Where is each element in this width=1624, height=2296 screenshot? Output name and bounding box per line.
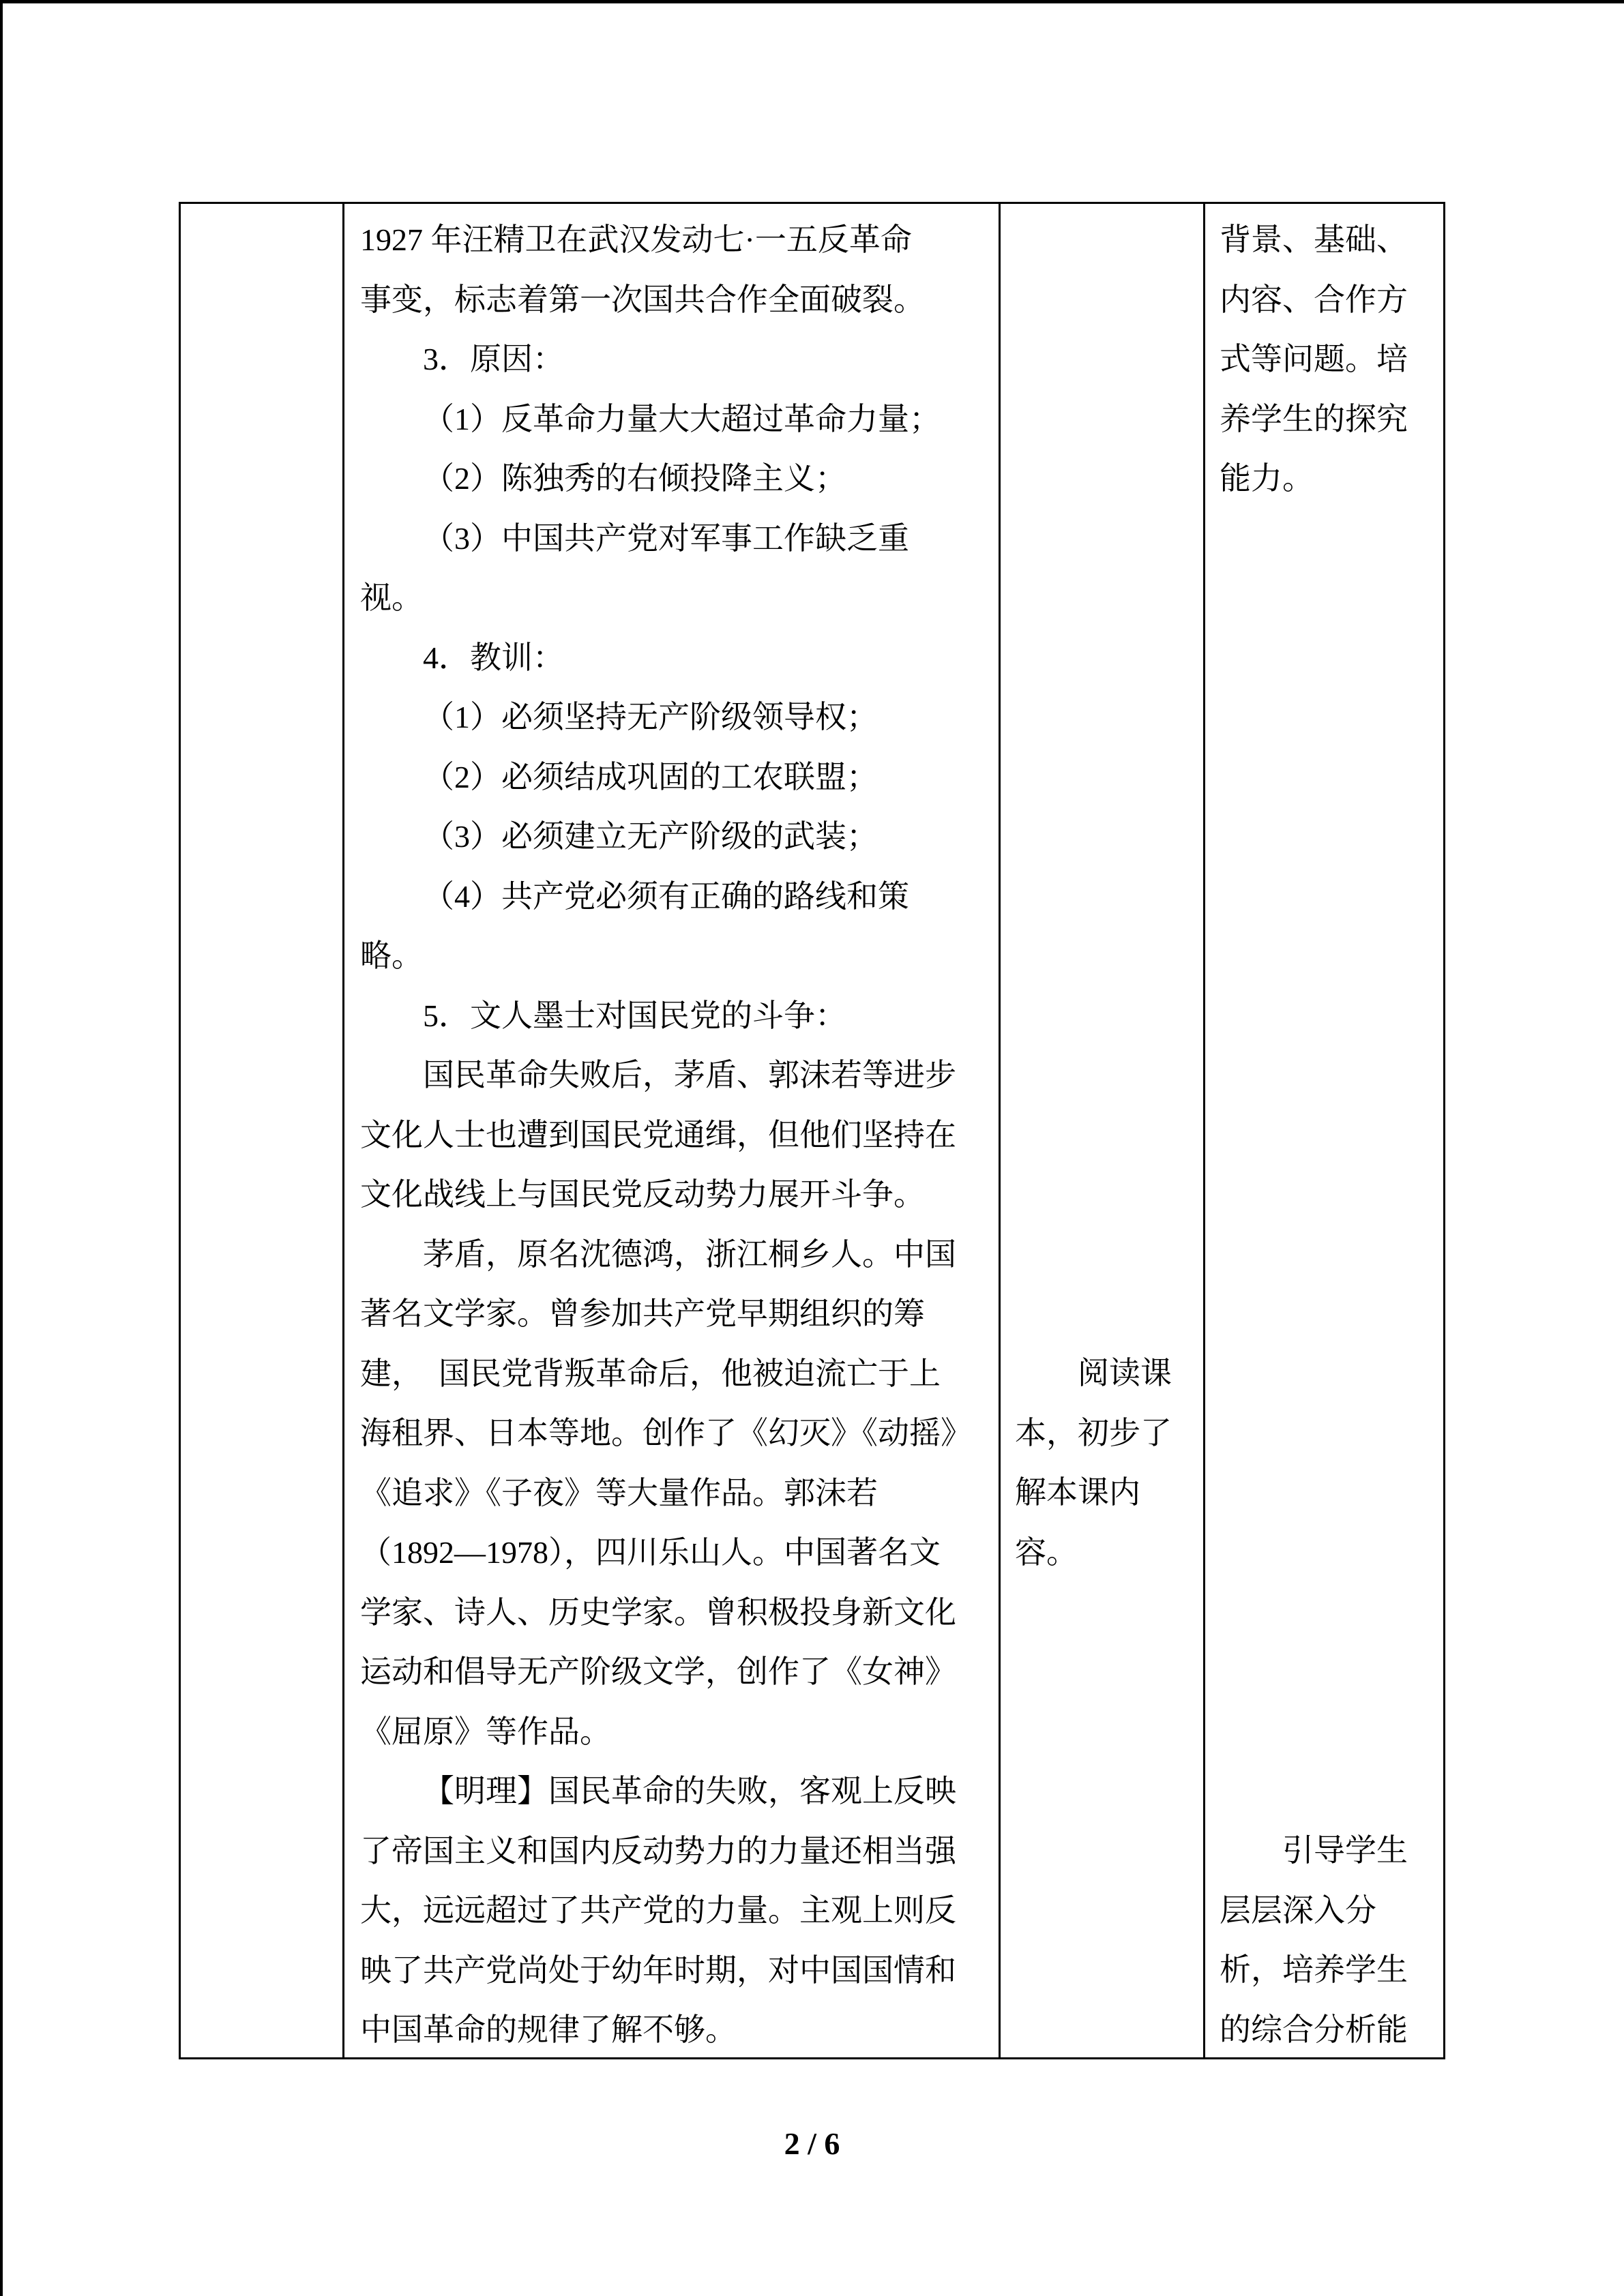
text-line: 4．教训：: [423, 640, 564, 675]
page-top-edge: [0, 0, 1624, 3]
table-column-divider: [342, 204, 344, 2057]
text-line: 层层深入分: [1220, 1892, 1376, 1928]
student-activity-cell-text: [1015, 1343, 1187, 1582]
text-line: 解本课内: [1015, 1475, 1140, 1510]
text-line: 文化战线上与国民党反动势力展开斗争。: [360, 1177, 925, 1212]
text-line: 阅读课: [1078, 1356, 1172, 1390]
page-left-edge: [0, 0, 3, 2296]
text-line: 了帝国主义和国内反动势力的力量还相当强: [360, 1833, 956, 1868]
text-line: 事变，标志着第一次国共合作全面破裂。: [360, 282, 925, 317]
text-line: 中国革命的规律了解不够。: [360, 2012, 737, 2047]
text-line: 建， 国民党背叛革命后，他被迫流亡于上: [360, 1356, 941, 1391]
text-line: 式等问题。培: [1220, 342, 1408, 376]
text-line: 学家、诗人、历史学家。曾积极投身新文化: [360, 1594, 956, 1630]
text-line: （2）必须结成巩固的工农联盟；: [423, 759, 878, 794]
text-line: 《屈原》等作品。: [360, 1714, 611, 1749]
text-line: 引导学生: [1282, 1833, 1408, 1868]
table-column-divider: [999, 204, 1001, 2057]
text-line: （1）必须坚持无产阶级领导权；: [423, 700, 878, 734]
text-line: 海租界、日本等地。创作了《幻灭》《动摇》: [360, 1416, 972, 1450]
design-intent-top-text: [1220, 210, 1429, 509]
teaching-content-cell-text: [360, 210, 982, 2060]
text-line: 容。: [1015, 1534, 1078, 1570]
text-line: 【明理】国民革命的失败，客观上反映: [423, 1774, 956, 1808]
text-line: 析，培养学生: [1220, 1952, 1408, 1987]
text-line: 1927 年汪精卫在武汉发动七·一五反革命: [360, 222, 912, 257]
text-line: （2）陈独秀的右倾投降主义；: [423, 461, 846, 496]
text-line: 养学生的探究: [1220, 401, 1408, 436]
text-line: （3）中国共产党对军事工作缺乏重: [423, 520, 909, 556]
text-line: 文化人士也遭到国民党通缉，但他们坚持在: [360, 1117, 956, 1152]
table-column-divider: [1203, 204, 1205, 2057]
text-line: 略。: [360, 938, 423, 973]
text-line: 著名文学家。曾参加共产党早期组织的筹: [360, 1296, 925, 1331]
text-line: 本，初步了: [1015, 1415, 1172, 1450]
text-line: 内容、合作方: [1220, 282, 1408, 317]
text-line: （4）共产党必须有正确的路线和策: [423, 878, 909, 914]
text-line: 茅盾，原名沈德鸿，浙江桐乡人。中国: [423, 1236, 956, 1272]
text-line: 《追求》《子夜》等大量作品。郭沫若: [360, 1475, 878, 1510]
design-intent-bottom-text: [1220, 1821, 1429, 2059]
text-line: 的综合分析能: [1220, 2012, 1408, 2047]
text-line: （1892—1978），四川乐山人。中国著名文: [360, 1535, 941, 1570]
text-line: 能力。: [1220, 461, 1314, 496]
text-line: 国民革命失败后，茅盾、郭沫若等进步: [423, 1058, 956, 1092]
text-line: 运动和倡导无产阶级文学，创作了《女神》: [360, 1654, 956, 1689]
text-line: 5．文人墨士对国民党的斗争：: [423, 998, 846, 1033]
page-number: 2 / 6: [784, 2126, 840, 2161]
text-line: 映了共产党尚处于幼年时期，对中国国情和: [360, 1952, 956, 1988]
text-line: 视。: [360, 580, 423, 615]
text-line: 背景、基础、: [1220, 222, 1408, 257]
text-line: 大，远远超过了共产党的力量。主观上则反: [360, 1893, 956, 1928]
text-line: （3）必须建立无产阶级的武装；: [423, 819, 878, 854]
text-line: 3．原因：: [423, 342, 564, 376]
text-line: （1）反革命力量大大超过革命力量；: [423, 401, 941, 436]
